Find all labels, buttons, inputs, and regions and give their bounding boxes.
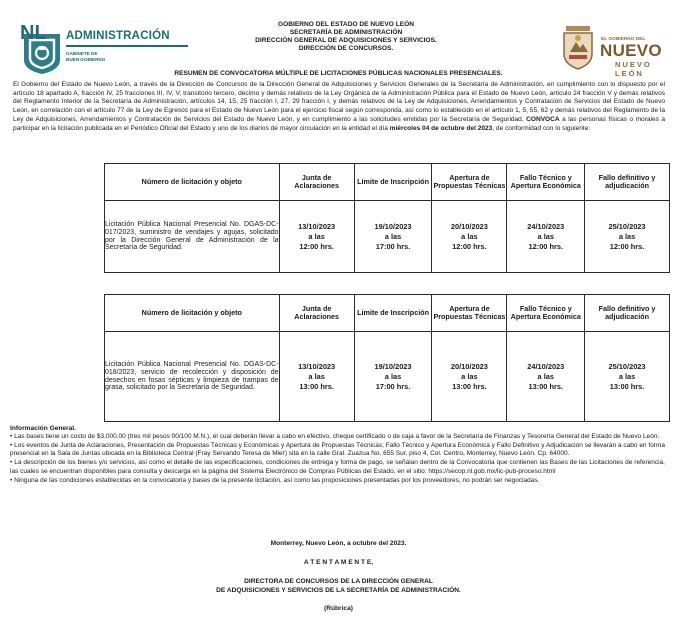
intro-fecha: miércoles 04 de octubre del 2023	[389, 124, 493, 132]
state-crest-icon	[560, 24, 596, 70]
date-connector: a las	[537, 371, 554, 381]
date-connector: a las	[308, 371, 325, 381]
document-title: RESUMEN DE CONVOCATORIA MÚLTIPLE DE LICITACIONES PÚBLICAS NACIONALES PRESENCIALES.	[174, 70, 503, 77]
date: 13/10/2023	[298, 221, 336, 231]
time: 17:00 hrs.	[375, 381, 411, 391]
licitacion-table-2	[104, 294, 670, 422]
time: 13:00 hrs.	[299, 381, 334, 391]
info-item: • La descripción de los bienes y/o servicios, así como el detalle de las especificaciones, condiciones de entrega y forma de pago, se señalan dentro de la Convocatoria que contienen las Bases de las Licitaciones de referencia, las cuales se encuentran disponibles para consulta y descarga en la página del Sistema Electrónico de Compras Públicas del Estado, en el sitio: https://secop.nl.gob.mx/lic-pub-proceso.html	[10, 459, 665, 475]
licitacion-objeto: Licitación Pública Nacional Presencial No. DGAS-DC-018/2023, servicio de recolección y disposición de desechos en fosas sépticas y limpieza de trampas de grasa, solicitado por la Secretaría de Seguridad.	[105, 332, 280, 422]
info-item: • Los eventos de Junta de Aclaraciones, Presentación de Propuestas Técnicas y Económicas y Apertura de Propuestas Técnicas; Fallo Técnico y Apertura Económica y Fallo Definitivo y Adjudicación se llevarán a cabo en forma presencial en la Sala de Juntas ubicada en la Biblioteca Central (Fray Servando Teresa de Mier) sita en la calle Gral. Zuazua No. 655 Sur, piso 4, Col. Centro, Monterrey, Nuevo León. Cp. 64000.	[10, 441, 665, 458]
header-junta: Junta de Aclaraciones	[279, 164, 354, 201]
cell-limite	[354, 332, 432, 422]
time: 13:00 hrs.	[452, 381, 487, 391]
logo-subtitle	[66, 51, 105, 62]
rubrica: (Rúbrica)	[324, 605, 353, 612]
logo-divider	[66, 45, 188, 47]
time: 13:00 hrs.	[528, 381, 564, 391]
letterhead-line-1: GOBIERNO DEL ESTADO DE NUEVO LEÓN	[277, 21, 415, 28]
place-date: Monterrey, Nuevo León, a octubre del 2023.	[270, 540, 407, 547]
intro-paragraph	[13, 81, 665, 133]
cell-fallo-tecnico	[507, 332, 585, 422]
intro-part-2: a las personas físicas o morales a participar en la licitación publicada en el Periódico Oficial del Estado y uno de los diarios de mayor circulación en la entidad el día	[13, 115, 665, 132]
info-item: • Las bases tiene un costo de $3,000.00 (tres mil pesos 00/100 M.N.), el cual deberán llevar a cabo en efectivo, cheque certificado o de caja a favor de la Secretaría de Finanzas y Tesorería General del Estado de Nuevo León.	[10, 433, 660, 440]
nuevo-leon-logo	[560, 24, 670, 78]
header-junta: Junta de Aclaraciones	[279, 295, 354, 332]
intro-part-3: , de conformidad con lo siguiente:	[492, 124, 591, 132]
signatory-title-1: DIRECTORA DE CONCURSOS DE LA DIRECCIÓN GENERAL	[244, 578, 433, 585]
info-item: • Ninguna de las condiciones establecidas en la convocatoria y bases de la presente licitación, así como las proposiciones presentadas por los proveedores, no podrán ser negociadas.	[10, 476, 540, 484]
header-fallo-tecnico: Fallo Técnico y Apertura Económica	[507, 164, 585, 201]
gob-nuevo-text: NUEVO	[600, 41, 662, 60]
date-connector: a las	[537, 231, 554, 241]
gob-state-text: NUEVO LEÓN	[615, 60, 652, 78]
date: 19/10/2023	[374, 361, 412, 371]
cell-fallo-definitivo	[585, 332, 670, 422]
info-title: Información General.	[10, 425, 76, 432]
letterhead-line-2: SECRETARÍA DE ADMINISTRACIÓN	[289, 29, 403, 36]
time: 12:00 hrs.	[452, 241, 487, 251]
letterhead-line-3: DIRECCIÓN GENERAL DE ADQUISICIONES Y SERVICIOS.	[255, 37, 437, 44]
logo-sub-2: BUEN GOBIERNO	[66, 56, 106, 62]
cell-fallo-tecnico	[507, 201, 585, 273]
header-apertura: Apertura de Propuestas Técnicas	[432, 164, 507, 201]
gob-small-text: EL GOBIERNO DEL	[601, 37, 646, 42]
header-limite: Límite de Inscripción	[354, 164, 432, 201]
signatory-title-2: DE ADQUISICIONES Y SERVICIOS DE LA SECRETARÍA DE ADMINISTRACIÓN.	[216, 587, 461, 594]
header-limite: Límite de Inscripción	[354, 295, 432, 332]
header-objeto: Número de licitación y objeto	[105, 164, 280, 201]
licitacion-objeto: Licitación Pública Nacional Presencial No. DGAS-DC-017/2023, suministro de vendajes y agujas, solicitado por la Dirección General de Administración de la Secretaría de Seguridad.	[105, 201, 280, 273]
cell-limite	[354, 201, 432, 273]
cell-apertura	[432, 332, 507, 422]
cell-junta	[279, 332, 354, 422]
date: 25/10/2023	[608, 221, 646, 231]
licitacion-table-1	[104, 163, 670, 273]
date: 20/10/2023	[450, 361, 488, 371]
date: 13/10/2023	[298, 361, 336, 371]
info-list	[10, 433, 665, 485]
letterhead-line-4: DIRECCIÓN DE CONCURSOS.	[298, 45, 394, 52]
nl-initials: NL	[20, 22, 47, 44]
time: 12:00 hrs.	[299, 241, 334, 251]
date-connector: a las	[461, 231, 478, 241]
date: 25/10/2023	[608, 361, 646, 371]
header-fallo-definitivo: Fallo definitivo y adjudicación	[585, 295, 670, 332]
atentamente: A T E N T A M E N T E,	[303, 559, 374, 566]
date-connector: a las	[461, 371, 478, 381]
date: 24/10/2023	[527, 221, 565, 231]
header-objeto: Número de licitación y objeto	[105, 295, 280, 332]
cell-junta	[279, 201, 354, 273]
date: 19/10/2023	[374, 221, 412, 231]
cell-fallo-definitivo	[585, 201, 670, 273]
date: 24/10/2023	[527, 361, 565, 371]
date-connector: a las	[384, 371, 402, 381]
date-connector: a las	[618, 371, 636, 381]
letterhead	[216, 21, 476, 53]
date-connector: a las	[308, 231, 325, 241]
header-apertura: Apertura de Propuestas Técnicas	[432, 295, 507, 332]
intro-convoca: CONVOCA	[526, 115, 560, 123]
logo-sub-1: GABINETE DE	[66, 51, 98, 56]
header-fallo-definitivo: Fallo definitivo y adjudicación	[585, 164, 670, 201]
cell-apertura	[432, 201, 507, 273]
date: 20/10/2023	[450, 221, 488, 231]
header-fallo-tecnico: Fallo Técnico y Apertura Económica	[507, 295, 585, 332]
time: 17:00 hrs.	[375, 241, 411, 251]
time: 13:00 hrs.	[609, 381, 645, 391]
time: 12:00 hrs.	[528, 241, 564, 251]
date-connector: a las	[618, 231, 636, 241]
time: 12:00 hrs.	[609, 241, 645, 251]
logo-name: ADMINISTRACIÓN	[66, 30, 170, 42]
intro-part-1: El Gobierno del Estado de Nuevo León, a través de la Dirección de Concursos de la Dirección General de Adquisiciones y Servicios Generales de la Secretaría de Administración, en cumplimiento con lo dispuesto por el artículo 18 apartado A, fracción IV, 25 fracciones III, IV, V, transitorio tercero, decimo y demás relativos de la Ley Orgánica de la Administración Pública para el Estado de Nuevo León, artículo 24 fracción V y demás relativos del Reglamento Interior de la Secretaría de Administración, artículos 14, 15, 25 fracción I, 27, 29 fracción I, y demás relativos de la Ley de Adquisiciones, Arrendamientos y Contratación de Servicios del Estado de Nuevo León, en correlación con el artículo 77 de la Ley de Egresos para el Estado de Nuevo León para el ejercicio fiscal según corresponda, así como lo establecido en el artículo 1, 5, 55, 62 y demás relativos del Reglamento de la Ley de Adquisiciones, Arrendamientos y Contratación de Servicios del Estado de Nuevo León, y en cumplimiento a las solicitudes emitidas por la Secretaría de Seguridad,	[13, 81, 665, 123]
date-connector: a las	[384, 231, 402, 241]
